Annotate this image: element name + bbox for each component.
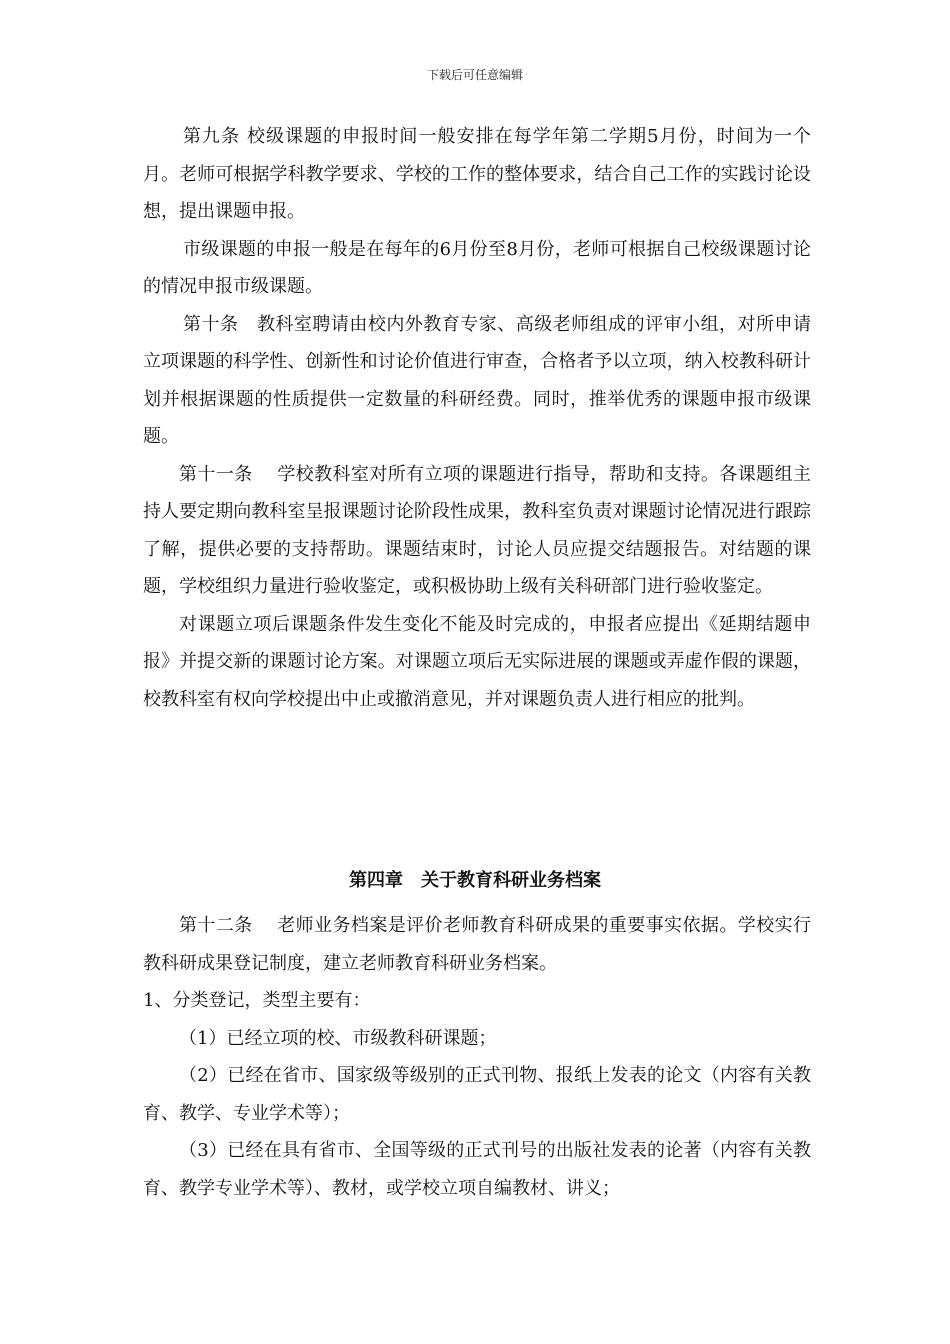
list-item-2: （2）已经在省市、国家级等级别的正式刊物、报纸上发表的论文（内容有关教育、教学、专业学术等）； bbox=[143, 1065, 811, 1124]
paragraph-city-level-projects: 市级课题的申报一般是在每年的6月份至8月份，老师可根据自己校级课题讨论的情况申报市级课题。 bbox=[143, 238, 811, 297]
paragraph-article-10: 第十条 教科室聘请由校内外教育专家、高级老师组成的评审小组，对所申请立项课题的科学性、创新性和讨论价值进行审查，合格者予以立项，纳入校教科研计划并根据课题的性质提供一定数量的科研经费。同时，推举优秀的课题申报市级课题。 bbox=[143, 313, 811, 447]
paragraph-article-12: 第十二条 老师业务档案是评价老师教育科研成果的重要事实依据。学校实行教科研成果登记制度，建立老师教育科研业务档案。 bbox=[143, 915, 811, 974]
list-item-1: （1）已经立项的校、市级教科研课题； bbox=[179, 1027, 497, 1049]
paragraph-project-changes: 对课题立项后课题条件发生变化不能及时完成的，申报者应提出《延期结题申报》并提交新的课题讨论方案。对课题立项后无实际进展的课题或弄虚作假的课题，校教科室有权向学校提出中止或撤消意见，并对课题负责人进行相应的批判。 bbox=[143, 613, 811, 710]
body-section-bottom bbox=[143, 907, 811, 1207]
paragraph-article-11: 第十一条 学校教科室对所有立项的课题进行指导，帮助和支持。各课题组主持人要定期向教科室呈报课题讨论阶段性成果，教科室负责对课题讨论情况进行跟踪了解，提供必要的支持帮助。课题结束时，讨论人员应提交结题报告。对结题的课题，学校组织力量进行验收鉴定，或积极协助上级有关科研部门进行验收鉴定。 bbox=[143, 463, 811, 597]
list-item-3: （3）已经在具有省市、全国等级的正式刊号的出版社发表的论著（内容有关教育、教学专业学术等）、教材，或学校立项自编教材、讲义； bbox=[143, 1140, 811, 1199]
page-header: 下载后可任意编辑 bbox=[426, 68, 523, 82]
paragraph-article-9: 第九条 校级课题的申报时间一般安排在每学年第二学期5月份，时间为一个月。老师可根据学科教学要求、学校的工作的整体要求，结合自己工作的实践讨论设想，提出课题申报。 bbox=[143, 126, 811, 222]
chapter-heading: 第四章 关于教育科研业务档案 bbox=[349, 870, 601, 891]
body-section-top bbox=[143, 118, 811, 718]
paragraph-classification: 1、分类登记，类型主要有： bbox=[143, 990, 371, 1011]
